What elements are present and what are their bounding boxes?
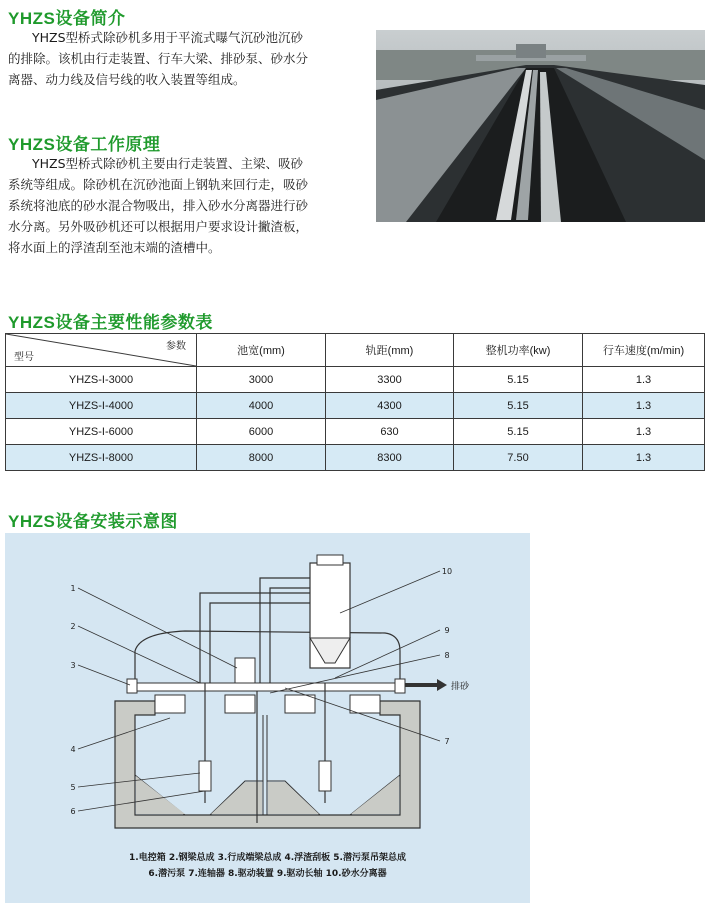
intro-heading: YHZS设备简介 [8,9,126,28]
intro-line: 离器、动力线及信号线的收入装置等组成。 [8,72,246,87]
install-diagram [5,533,530,903]
callout-5: 5 [70,783,76,792]
gauge-cell: 3300 [326,367,454,393]
model-cell: YHZS-I-3000 [6,367,197,393]
principle-heading: YHZS设备工作原理 [8,135,161,154]
table-header-row [6,334,705,367]
callout-4: 4 [70,745,76,754]
principle-paragraph [8,153,353,258]
gauge-cell: 630 [326,419,454,445]
principle-line: 水分离。另外吸砂机还可以根据用户要求设计撇渣板， [8,219,309,234]
intro-line: YHZS型桥式除砂机多用于平流式曝气沉砂池沉砂 [32,30,304,45]
column-header: 池宽(mm) [197,334,326,367]
callout-6: 6 [70,807,76,816]
install-heading: YHZS设备安装示意图 [8,512,178,531]
column-header: 行车速度(m/min) [583,334,705,367]
spec-table [5,333,705,471]
column-header: 整机功率(kw) [454,334,583,367]
power-cell: 7.50 [454,445,583,471]
speed-cell: 1.3 [583,419,705,445]
width-cell: 3000 [197,367,326,393]
gauge-cell: 8300 [326,445,454,471]
principle-line: YHZS型桥式除砂机主要由行走装置、主梁、吸砂 [32,156,304,171]
gauge-cell: 4300 [326,393,454,419]
speed-cell: 1.3 [583,445,705,471]
callout-8: 8 [444,651,450,660]
principle-line: 系统等组成。除砂机在沉砂池面上钢轨来回行走，吸砂 [8,177,309,192]
corner-params-label: 参数 [166,341,186,352]
legend-line-2: 6.潜污泵 7.连轴器 8.驱动装置 9.驱动长轴 10.砂水分离器 [148,869,387,879]
speed-cell: 1.3 [583,367,705,393]
model-cell: YHZS-I-4000 [6,393,197,419]
callout-3: 3 [70,661,76,670]
table-row [6,393,705,419]
equipment-photo [376,30,705,222]
table-row [6,367,705,393]
callout-9: 9 [444,626,450,635]
table-corner-cell [6,334,197,367]
principle-line: 系统将池底的砂水混合物吸出，排入砂水分离器进行砂 [8,198,309,213]
legend-line-1: 1.电控箱 2.钢梁总成 3.行成端梁总成 4.浮渣刮板 5.潜污泵吊架总成 [129,853,406,863]
intro-line: 的排除。该机由行走装置、行车大梁、排砂泵、砂水分 [8,51,309,66]
outlet-label: 排砂 [451,682,470,692]
table-row [6,445,705,471]
corner-model-label: 型号 [14,352,34,363]
speed-cell: 1.3 [583,393,705,419]
width-cell: 8000 [197,445,326,471]
model-cell: YHZS-I-8000 [6,445,197,471]
callout-2: 2 [70,622,76,631]
model-cell: YHZS-I-6000 [6,419,197,445]
power-cell: 5.15 [454,419,583,445]
callout-10: 10 [441,567,453,576]
callout-7: 7 [444,737,450,746]
power-cell: 5.15 [454,393,583,419]
width-cell: 4000 [197,393,326,419]
principle-line: 将水面上的浮渣刮至池末端的渣槽中。 [8,240,221,255]
callout-1: 1 [70,584,76,593]
width-cell: 6000 [197,419,326,445]
power-cell: 5.15 [454,367,583,393]
table-row [6,419,705,445]
intro-paragraph [8,27,353,90]
column-header: 轨距(mm) [326,334,454,367]
table-heading: YHZS设备主要性能参数表 [8,313,213,332]
